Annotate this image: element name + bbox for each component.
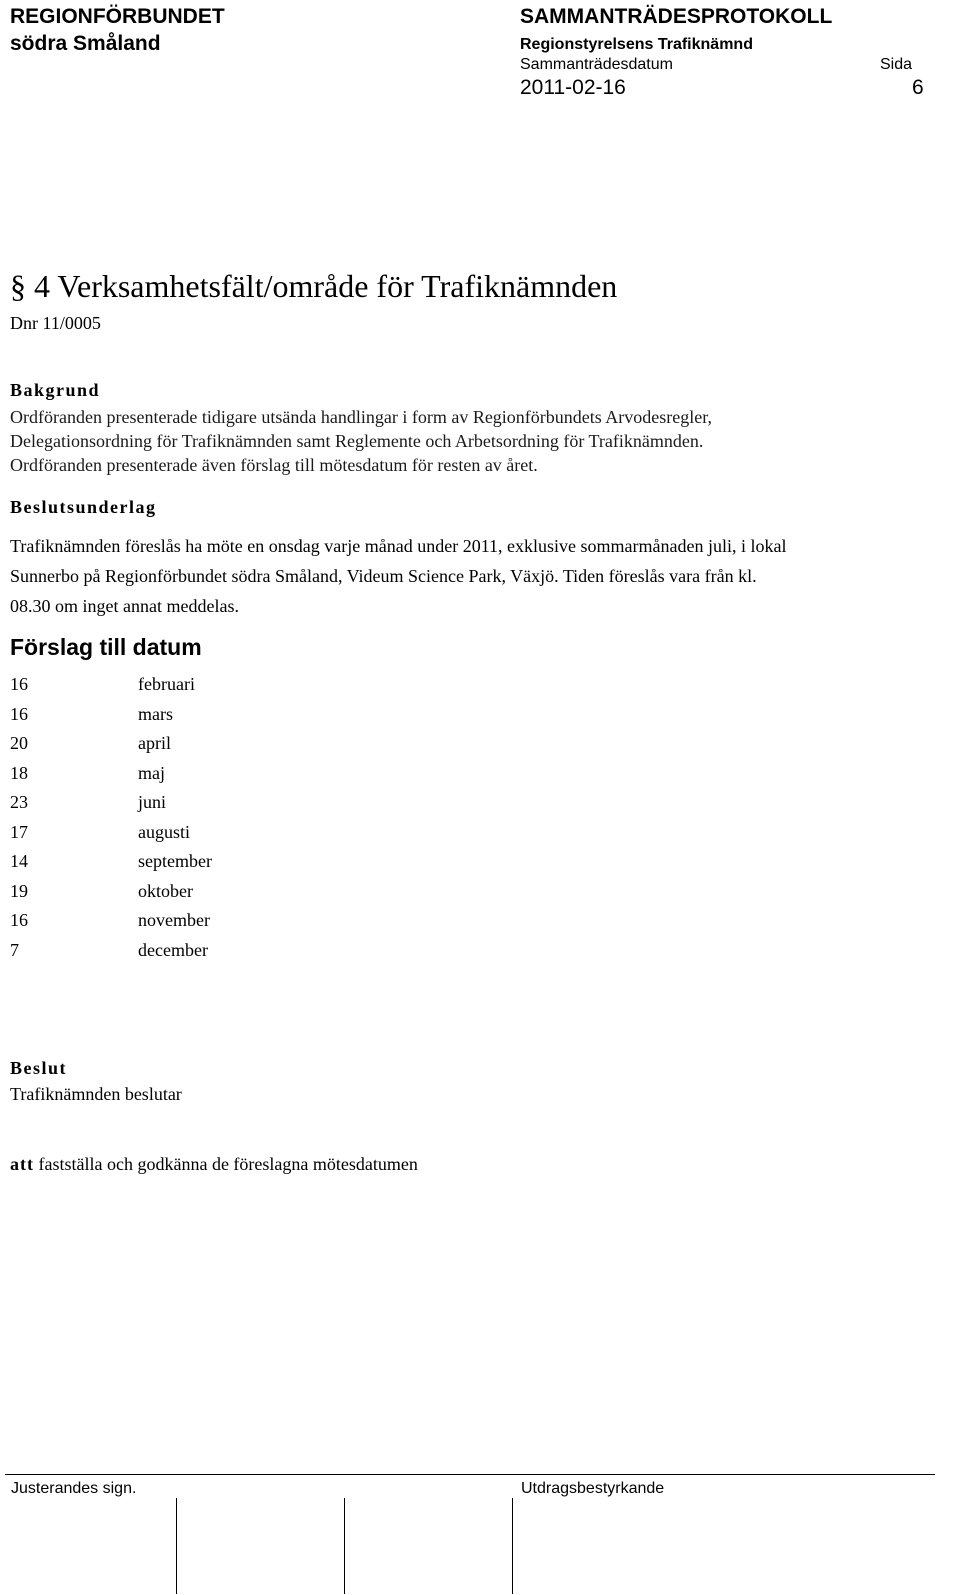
proposed-dates-heading: Förslag till datum <box>10 634 202 660</box>
date-day: 14 <box>10 851 28 872</box>
beslut-text: Trafiknämnden beslutar <box>10 1084 182 1104</box>
document-type: SAMMANTRÄDESPROTOKOLL <box>520 5 833 28</box>
date-row <box>10 759 212 789</box>
signature-box-divider <box>512 1498 513 1594</box>
beslutsunderlag-heading: Beslutsunderlag <box>10 497 157 517</box>
page-label: Sida <box>880 56 913 73</box>
date-month: augusti <box>138 821 190 842</box>
date-row <box>10 729 212 759</box>
date-month: mars <box>138 703 173 724</box>
date-month: maj <box>138 762 165 783</box>
beslut-heading: Beslut <box>10 1058 68 1078</box>
adjuster-signature-label: Justerandes sign. <box>11 1480 137 1497</box>
beslutsunderlag-line: 08.30 om inget annat meddelas. <box>10 596 239 616</box>
bakgrund-heading: Bakgrund <box>10 380 101 400</box>
date-day: 20 <box>10 733 28 754</box>
bakgrund-text <box>10 405 940 477</box>
date-row <box>10 788 212 818</box>
date-month: april <box>138 733 171 754</box>
date-month: december <box>138 939 208 960</box>
decision-clause <box>10 1154 418 1175</box>
decision-clause-text: fastställa och godkänna de föreslagna mötesdatumen <box>34 1154 418 1174</box>
date-row <box>10 906 212 936</box>
page-number: 6 <box>912 76 924 99</box>
att-keyword: att <box>10 1154 34 1174</box>
organization-region: södra Småland <box>10 32 161 55</box>
date-day: 16 <box>10 703 28 724</box>
date-row <box>10 877 212 907</box>
date-month: oktober <box>138 880 193 901</box>
date-month: juni <box>138 792 167 813</box>
date-month: februari <box>138 674 195 695</box>
date-row <box>10 847 212 877</box>
beslutsunderlag-line: Sunnerbo på Regionförbundet södra Småland, Videum Science Park, Växjö. Tiden föreslås vara från kl. <box>10 566 757 586</box>
beslutsunderlag-line: Trafiknämnden föreslås ha möte en onsdag varje månad under 2011, exklusive sommarmånaden juli, i lokal <box>10 536 787 556</box>
date-month: september <box>138 851 212 872</box>
signature-table <box>5 1474 935 1595</box>
beslutsunderlag-text <box>10 531 950 621</box>
extract-certification-label: Utdragsbestyrkande <box>521 1480 665 1497</box>
date-row <box>10 670 212 700</box>
date-day: 23 <box>10 792 28 813</box>
date-month: november <box>138 910 210 931</box>
date-day: 16 <box>10 674 28 695</box>
bakgrund-line: Ordföranden presenterade även förslag till mötesdatum för resten av året. <box>10 455 538 475</box>
meeting-date-label: Sammanträdesdatum <box>520 56 673 73</box>
date-day: 19 <box>10 880 28 901</box>
committee-name: Regionstyrelsens Trafiknämnd <box>520 36 753 53</box>
section-heading: § 4 Verksamhetsfält/område för Trafiknämnden <box>10 268 618 304</box>
signature-box-divider <box>176 1498 177 1594</box>
organization-name: REGIONFÖRBUNDET <box>10 5 225 28</box>
meeting-date-value: 2011-02-16 <box>520 76 626 99</box>
dnr-number: Dnr 11/0005 <box>10 313 101 333</box>
signature-box-divider <box>344 1498 345 1594</box>
date-row <box>10 936 212 966</box>
date-row <box>10 818 212 848</box>
proposed-dates-list <box>10 670 212 965</box>
bakgrund-line: Ordföranden presenterade tidigare utsända handlingar i form av Regionförbundets Arvodesregler, <box>10 407 713 427</box>
date-day: 16 <box>10 910 28 931</box>
date-row <box>10 700 212 730</box>
date-day: 17 <box>10 821 28 842</box>
bakgrund-line: Delegationsordning för Trafiknämnden samt Reglemente och Arbetsordning för Trafiknämnden. <box>10 431 704 451</box>
date-day: 18 <box>10 762 28 783</box>
date-day: 7 <box>10 939 19 960</box>
